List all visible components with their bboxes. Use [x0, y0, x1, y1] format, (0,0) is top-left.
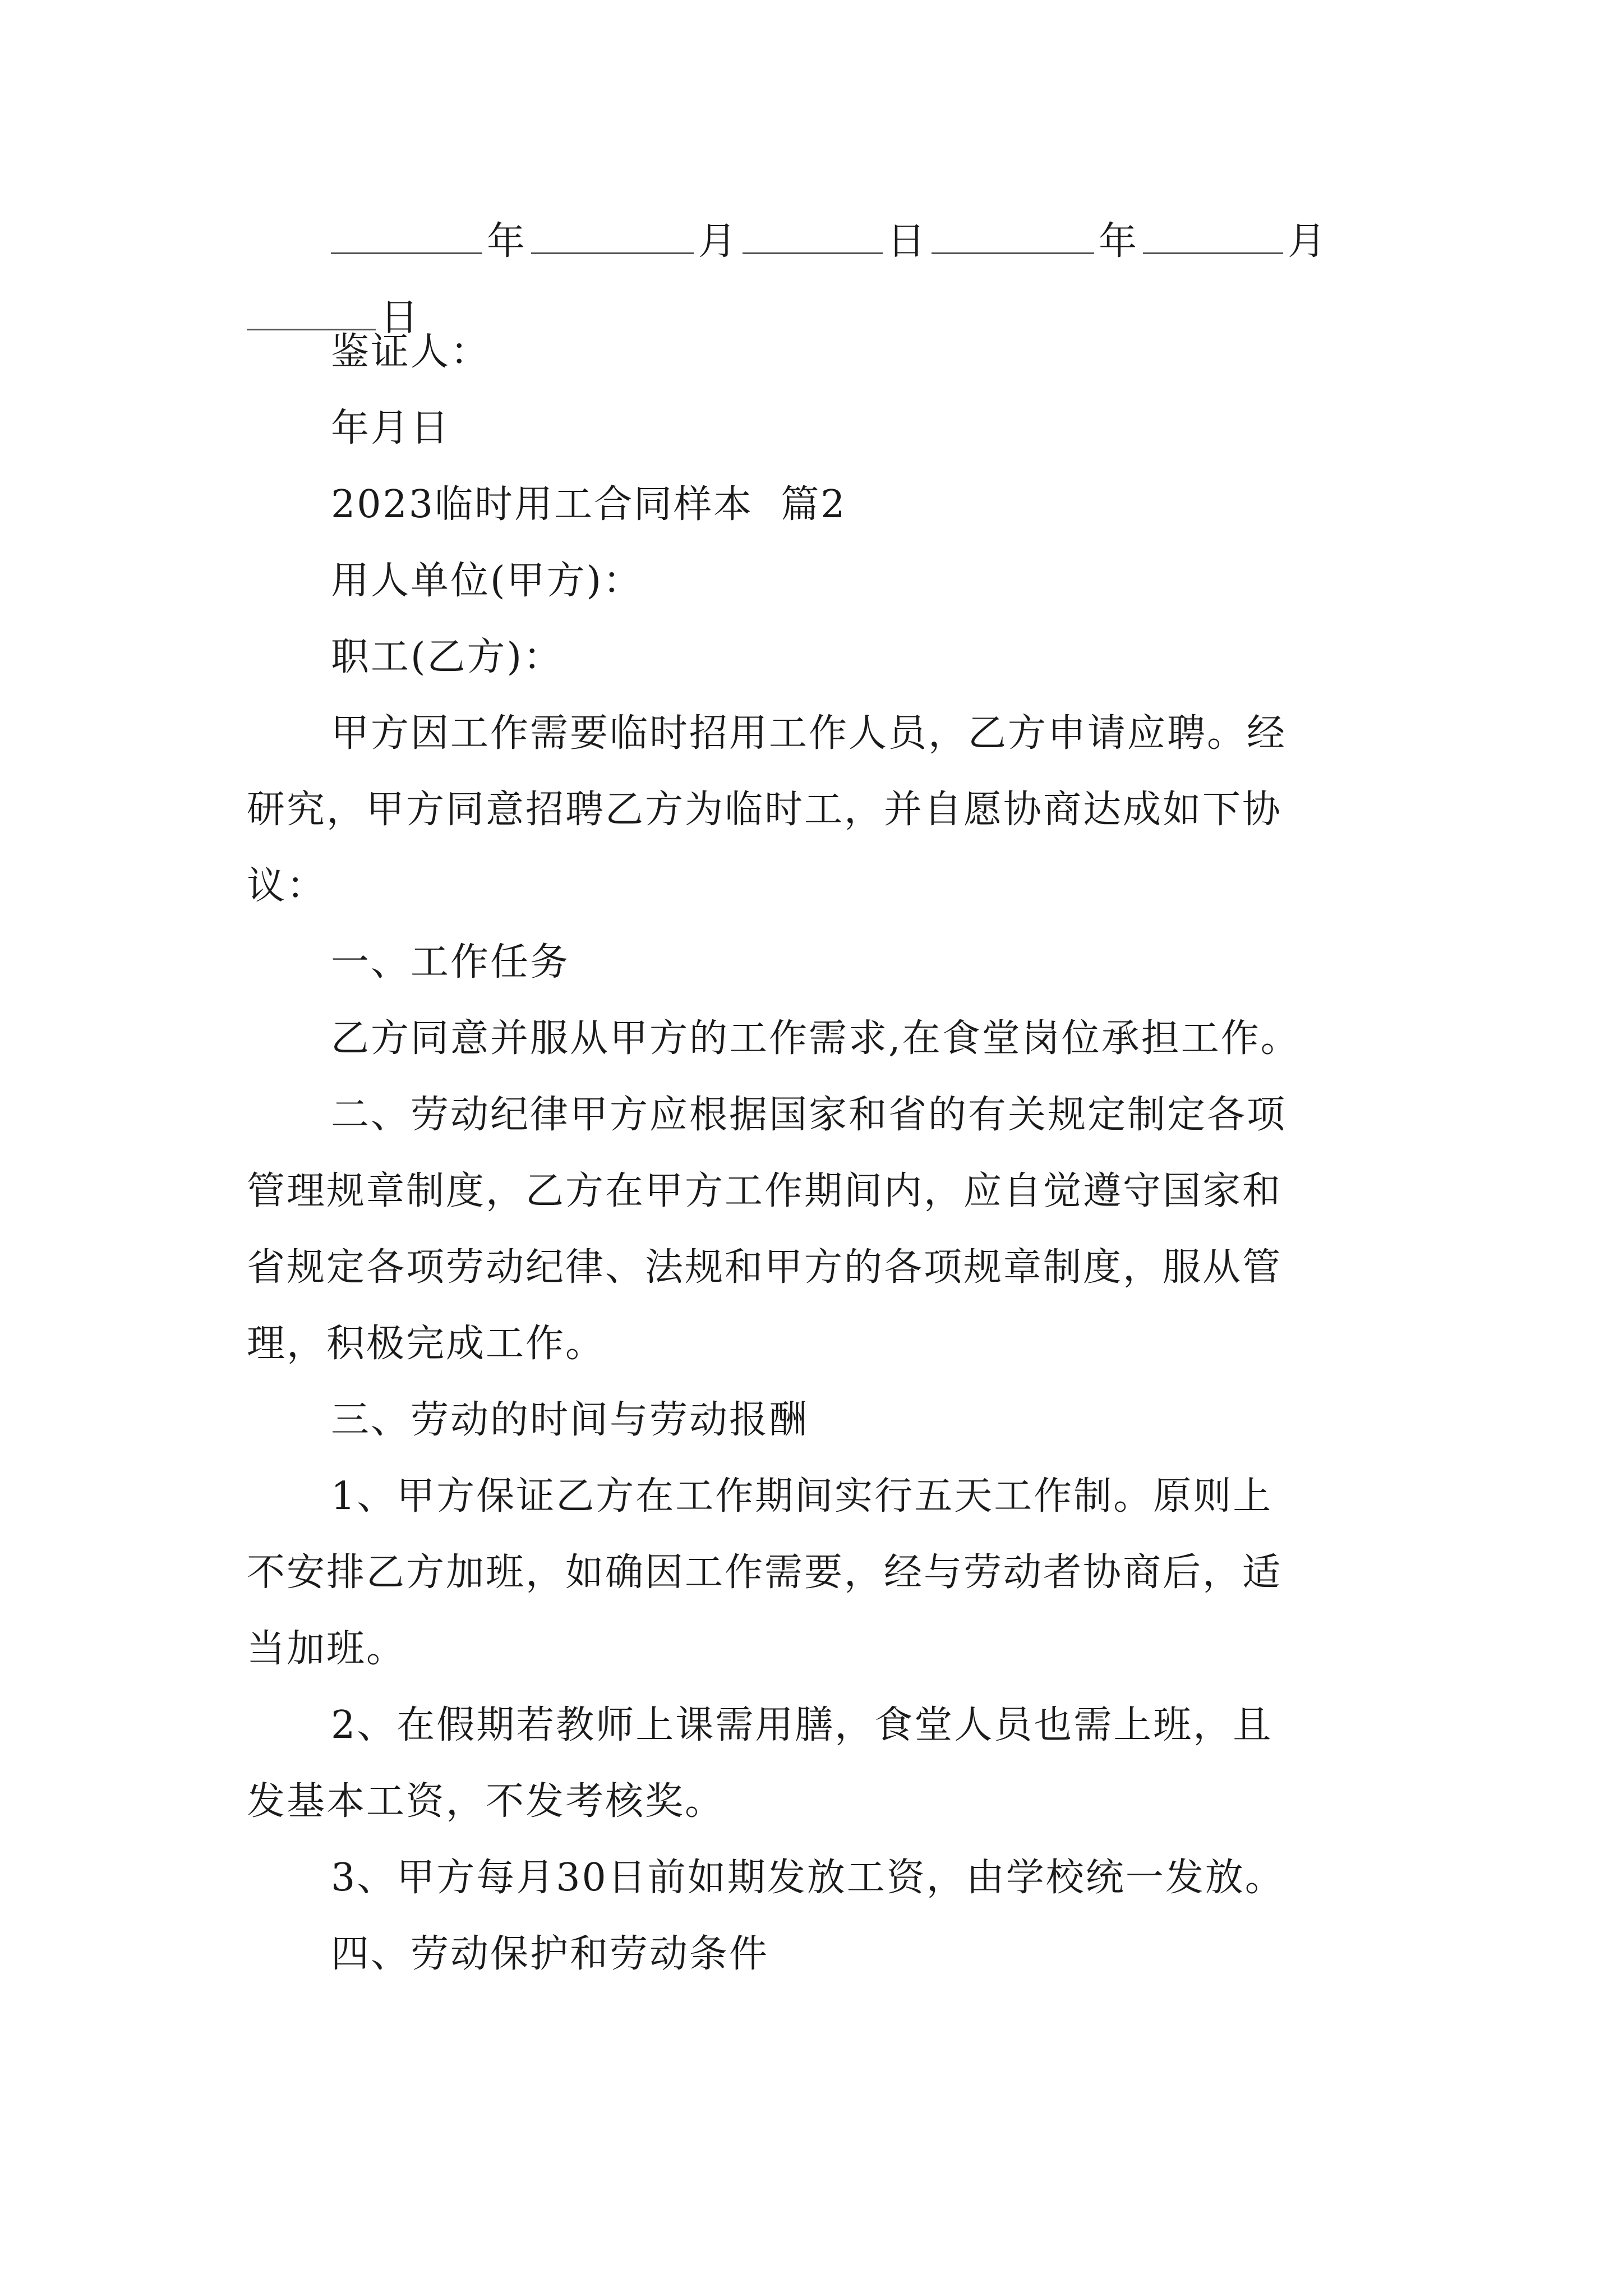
paragraph-line: 1、甲方保证乙方在工作期间实行五天工作制。原则上	[331, 1474, 1273, 1519]
paragraph-line: 发基本工资，不发考核奖。	[247, 1779, 725, 1824]
year-blank-2	[932, 213, 1094, 254]
clause-heading: 四、劳动保护和劳动条件	[331, 1932, 769, 1976]
clause-heading: 三、劳动的时间与劳动报酬	[331, 1398, 809, 1442]
paragraph-line: 当加班。	[247, 1627, 407, 1671]
month-label-2: 月	[1288, 219, 1328, 264]
witness-label: 鉴证人：	[331, 330, 491, 374]
paragraph-line: 3、甲方每月30日前如期发放工资，由学校统一发放。	[331, 1856, 1285, 1900]
paragraph-line: 不安排乙方加班，如确因工作需要，经与劳动者协商后，适	[247, 1550, 1283, 1595]
section-title: 2023临时用工合同样本 篇2	[331, 482, 847, 527]
signature-date-row	[331, 213, 1396, 275]
paragraph-line: 省规定各项劳动纪律、法规和甲方的各项规章制度，服从管	[247, 1245, 1283, 1290]
employer-field: 用人单位(甲方)：	[331, 559, 643, 603]
date-placeholder: 年月日	[331, 406, 451, 450]
paragraph-line: 乙方同意并服从甲方的工作需求,在食堂岗位承担工作。	[331, 1016, 1301, 1061]
day-blank-1	[743, 213, 883, 254]
clause-heading: 一、工作任务	[331, 940, 570, 984]
month-blank-1	[531, 213, 694, 254]
month-label-1: 月	[698, 219, 739, 264]
day-label-2: 日	[380, 296, 421, 340]
day-label-1: 日	[887, 219, 928, 264]
paragraph-line: 研究，甲方同意招聘乙方为临时工，并自愿协商达成如下协	[247, 788, 1283, 832]
year-label-2: 年	[1099, 219, 1139, 264]
paragraph-line: 理，积极完成工作。	[247, 1322, 606, 1366]
employee-field: 职工(乙方)：	[331, 635, 564, 679]
paragraph-line: 管理规章制度，乙方在甲方工作期间内，应自觉遵守国家和	[247, 1169, 1283, 1213]
paragraph-line: 二、劳动纪律甲方应根据国家和省的有关规定制定各项	[331, 1093, 1287, 1137]
paragraph-line: 议：	[247, 864, 327, 908]
paragraph-line: 2、在假期若教师上课需用膳，食堂人员也需上班，且	[331, 1703, 1273, 1747]
paragraph-line: 甲方因工作需要临时招用工作人员，乙方申请应聘。经	[331, 711, 1287, 756]
month-blank-2	[1143, 213, 1283, 254]
year-label-1: 年	[487, 219, 527, 264]
year-blank-1	[331, 213, 482, 254]
